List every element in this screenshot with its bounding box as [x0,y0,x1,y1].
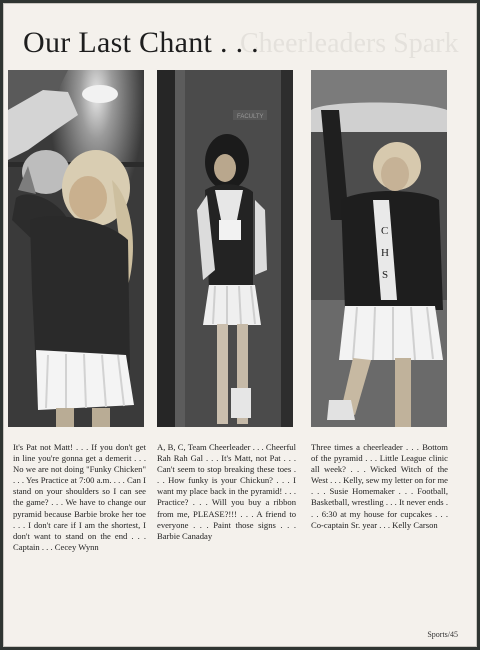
sweater-letter-c: C [381,225,389,237]
yearbook-page [3,3,477,647]
door-sign: FACULTY [237,114,264,120]
photo-cheerleader-doorway [157,70,293,427]
page-folio: Sports/45 [427,630,458,639]
bleed-through-text: Cheerleaders Spark [240,28,459,59]
sweater-letter-s: S [382,269,389,281]
page-title: Our Last Chant . . . [23,26,259,59]
caption-kelly-carson: Three times a cheerleader . . . Bottom of the pyramid . . . Little League clinic all week? . . . Wicked Witch of the West . . . Kelly, sew my letter on for me . . . Susie Homemaker . . . Football, Basketball, wrestling . . . It never ends . . . 6:30 at my house for cupcakes . . . Co-captain Sr. year . . . Kelly Carson [311,442,448,530]
caption-barbie-canaday: A, B, C, Team Cheerleader . . . Cheerful Rah Rah Gal . . . It's Matt, not Pat . . . Can't seem to stop breaking these toes . . . How funky is your Chickun? . . . I want my place back in the pyramid! . . . Practice? . . . Will you buy a ribbon from me, PLEASE?!!! . . . A friend to everyone . . . Paint those signs . . . Barbie Canaday [157,442,296,541]
photo-cheerleader-helmet [8,70,144,427]
photo-cheerleader-chs [311,70,447,427]
caption-cecey-wynn: It's Pat not Matt! . . . If you don't get in line you're gonna get a demerit . . . No we are not doing "Funky Chicken" . . . Yes Practice at 7:00 a.m. . . . Can I stand on your shoulders so I can see the game? . . . We have to change our pyramid because Barbie broke her toe . . . I don't care if I am the shortest, I don't want to stand on the end . . . Captain . . . Cecey Wynn [13,442,146,552]
sweater-letter-h: H [381,247,389,259]
